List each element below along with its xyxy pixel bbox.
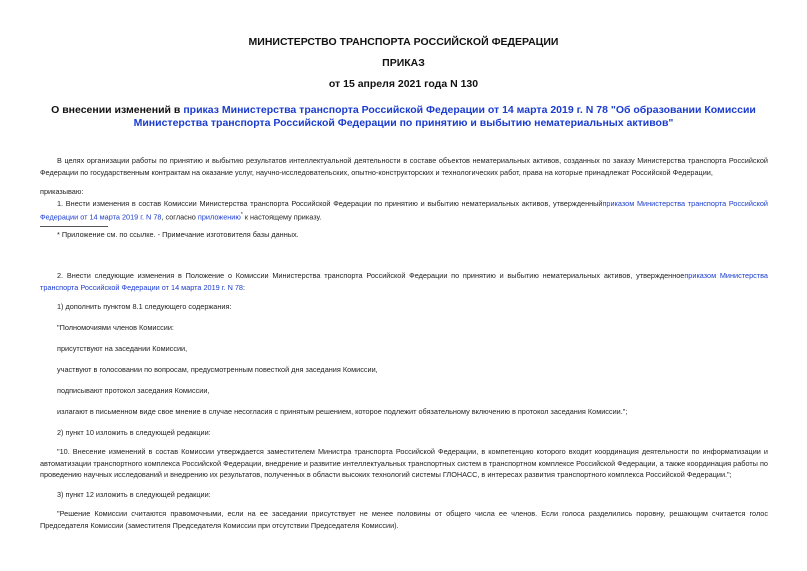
quote-1-line-1: присутствуют на заседании Комиссии, xyxy=(57,344,188,353)
title-order-link[interactable]: приказ Министерства транспорта Российской Федерации от 14 марта 2019 г. N 78 "Об образовании Комиссии Министерства транспорта Российской Федерации по принятию и выбытию нематериальных активов" xyxy=(133,104,756,129)
paragraph-12-text: "Решение Комиссии считаются правомочными, если на ее заседании присутствует не менее половины от общего числа ее членов. Если голоса разделились поровну, решающим считается голос Председателя Комиссии (заместителя Председателя Комиссии при отсутствии Председателя Комиссии). xyxy=(40,509,768,530)
item-1-footnote-mark: * xyxy=(240,211,243,218)
document-title xyxy=(40,104,767,130)
item-1-mid: , согласно xyxy=(161,211,198,221)
preamble-paragraph: В целях организации работы по принятию и выбытию результатов интеллектуальной деятельности в составе объектов нематериальных активов, созданных по заказу Министерства транспорта Российской Федерации по государственным контрактам на оказание услуг, научно-исследовательских, опытно-конструкторских и технологических работ, права на которые принадлежат Российской Федерации, xyxy=(40,156,768,177)
footnote-separator xyxy=(40,226,108,227)
doc-type-heading: ПРИКАЗ xyxy=(382,57,425,69)
footnote: * Приложение см. по ссылке. - Примечание изготовителя базы данных. xyxy=(57,230,299,239)
quote-1-heading: "Полномочиями членов Комиссии: xyxy=(57,323,174,332)
subitem-3: 3) пункт 12 изложить в следующей редакции: xyxy=(57,490,211,499)
quote-1-line-2: участвуют в голосовании по вопросам, предусмотренным повесткой дня заседания Комиссии, xyxy=(57,365,378,374)
item-1-end: к настоящему приказу. xyxy=(242,211,322,221)
title-prefix: О внесении изменений в xyxy=(51,104,184,116)
item-2-text: 2. Внести следующие изменения в Положение о Комиссии Министерства транспорта Российской Федерации по принятию и выбытию нематериальных активов, утвержденное xyxy=(57,271,685,280)
order-word: приказываю: xyxy=(40,187,84,196)
subitem-1: 1) дополнить пунктом 8.1 следующего содержания: xyxy=(57,302,232,311)
ministry-heading: МИНИСТЕРСТВО ТРАНСПОРТА РОССИЙСКОЙ ФЕДЕРАЦИИ xyxy=(248,36,559,48)
item-1-appendix-link[interactable]: приложению xyxy=(197,211,241,221)
item-1-order-link[interactable]: приказом Министерства транспорта Российской Федерации от 14 марта 2019 г. N 78 xyxy=(40,199,768,221)
item-2-end: : xyxy=(243,282,246,292)
quote-1-line-3: подписывают протокол заседания Комиссии, xyxy=(57,386,210,395)
quote-1-line-4: излагают в письменном виде свое мнение в случае несогласия с принятым решением, которое подлежит обязательному включению в протокол заседания Комиссии."; xyxy=(57,407,628,416)
item-1-text: 1. Внести изменения в состав Комиссии Министерства транспорта Российской Федерации по принятию и выбытию нематериальных активов, утвержденный xyxy=(57,199,603,208)
date-number-heading: от 15 апреля 2021 года N 130 xyxy=(328,78,479,90)
item-2-order-link[interactable]: приказом Министерства транспорта Российской Федерации от 14 марта 2019 г. N 78 xyxy=(40,271,768,292)
item-1-paragraph xyxy=(40,198,768,222)
subitem-2: 2) пункт 10 изложить в следующей редакции: xyxy=(57,428,211,437)
item-2-paragraph xyxy=(40,270,768,293)
paragraph-10-text: "10. Внесение изменений в состав Комиссии утверждается заместителем Министра транспорта Российской Федерации, в компетенцию которого входит координация деятельности по информатизации и автоматизации транспортного комплекса Российской Федерации, внедрение и развитие интеллектуальных транспортных систем в транспортном комплексе Российской Федерации, а также координация работы по проведению научных исследований и внедрению их результатов, полученных в области высоких технологий системы ГЛОНАСС, в интересах развития транспортного комплекса Российской Федерации."; xyxy=(40,447,768,479)
